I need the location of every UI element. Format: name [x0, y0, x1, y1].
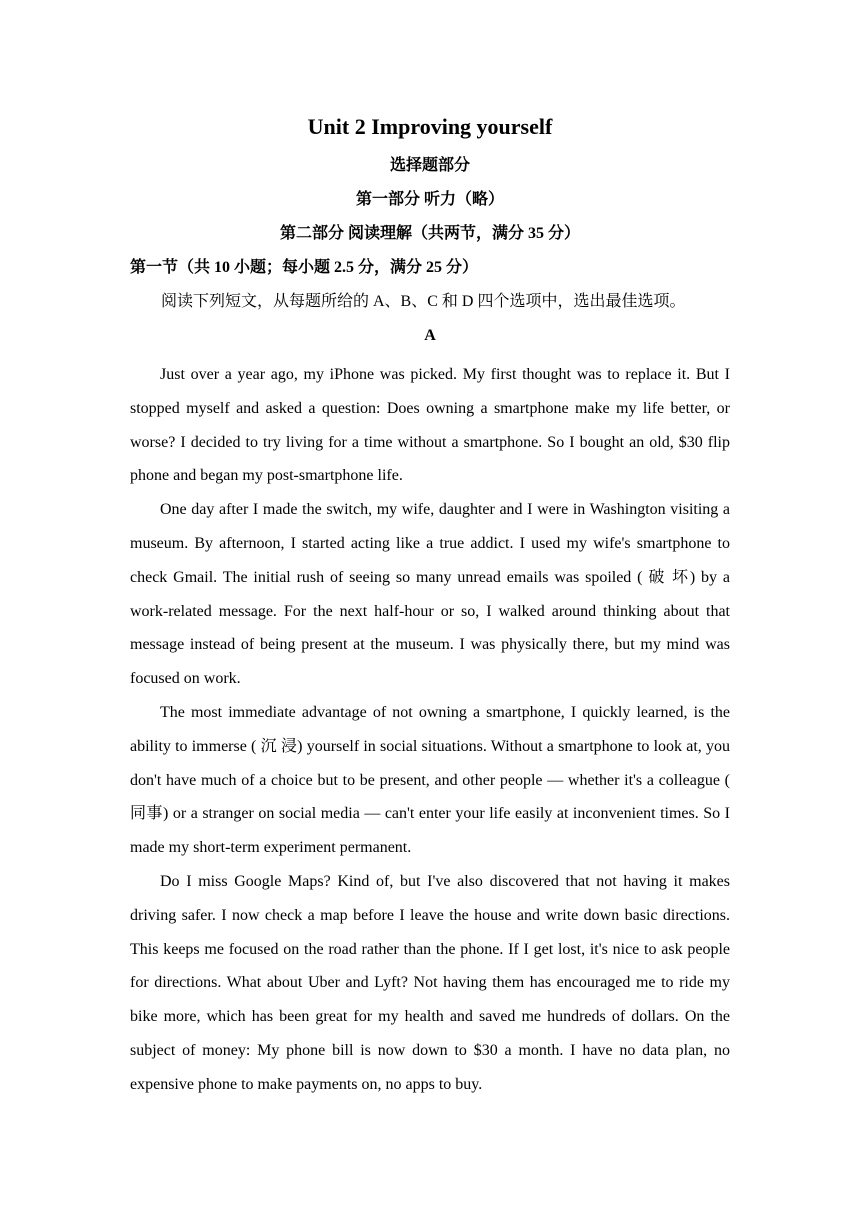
part2-heading: 第二部分 阅读理解（共两节，满分 35 分） [279, 225, 580, 242]
paragraph: Just over a year ago, my iPhone was picked. My first thought was to replace it. But I stopped myself and asked a question: Does owning a smartphone make my life better, or worse? I decided to try living for a time without a smartphone. So I bought an old, $30 flip phone and began my post-smartphone life. [130, 366, 730, 485]
paragraph: The most immediate advantage of not owning a smartphone, I quickly learned, is the ability to immerse ( 沉 浸) yourself in social situations. Without a smartphone to look at, you don't have much of a choice but to be present, and other people — whether it's a colleague ( 同事) or a stranger on social media — can't enter your life easily at inconvenient times. So I made my short-term experiment permanent. [130, 703, 730, 857]
passage-label: A [424, 327, 436, 344]
paragraph: One day after I made the switch, my wife, daughter and I were in Washington visiting a museum. By afternoon, I started acting like a true addict. I used my wife's smartphone to check Gmail. The initial rush of seeing so many unread emails was spoiled ( 破 坏) by a work-related message. For the next half-hour or so, I walked around thinking about that message instead of being present at the museum. I was physically there, but my mind was focused on work. [130, 501, 730, 688]
paragraph: Do I miss Google Maps? Kind of, but I've also discovered that not having it makes driving safer. I now check a map before I leave the house and write down basic directions. This keeps me focused on the road rather than the phone. If I get lost, it's nice to ask people for directions. What about Uber and Lyft? Not having them has encouraged me to ride my bike more, which has been great for my health and saved me hundreds of dollars. On the subject of money: My phone bill is now down to $30 a month. I have no data plan, no expensive phone to make payments on, no apps to buy. [130, 872, 730, 1093]
passage-body [130, 358, 730, 1102]
part1-heading: 第一部分 听力（略） [355, 191, 504, 208]
instruction-text: 阅读下列短文，从每题所给的 A、B、C 和 D 四个选项中，选出最佳选项。 [161, 293, 686, 310]
section1-heading: 第一节（共 10 小题；每小题 2.5 分，满分 25 分） [130, 259, 479, 276]
document-title: Unit 2 Improving yourself [307, 114, 553, 139]
choice-section-heading: 选择题部分 [389, 157, 470, 174]
